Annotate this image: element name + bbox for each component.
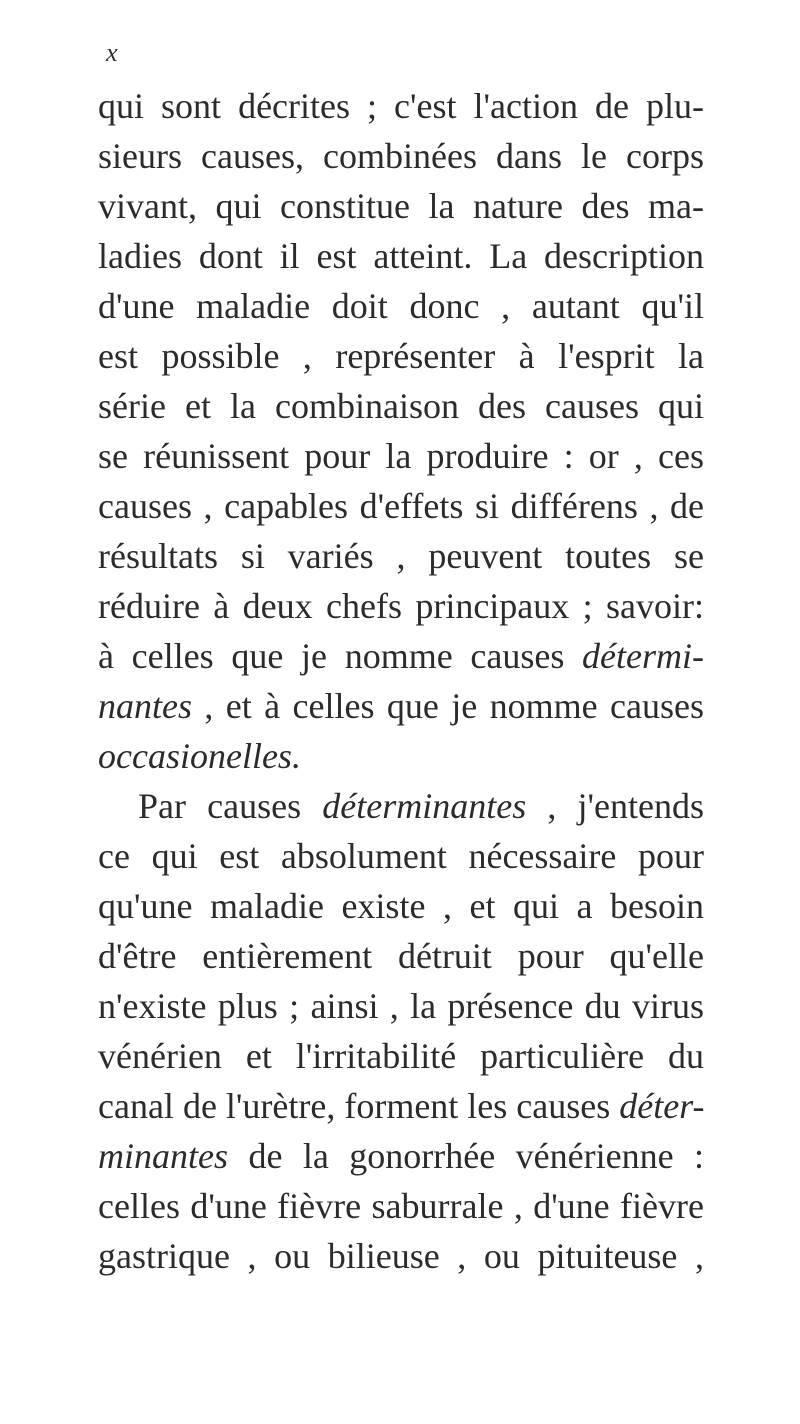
text-segment: qui sont décrites ; c'est l'action de plu-	[98, 86, 704, 126]
text-line	[98, 1081, 704, 1131]
text-line	[98, 1031, 704, 1081]
text-line	[98, 381, 704, 431]
text-line	[98, 631, 704, 681]
body-text	[98, 81, 704, 1281]
text-line	[98, 681, 704, 731]
text-line	[98, 231, 704, 281]
text-segment: n'existe plus ; ainsi , la présence du virus	[98, 986, 704, 1026]
text-line	[98, 931, 704, 981]
text-line	[98, 831, 704, 881]
text-segment: celles d'une fièvre saburrale , d'une fièvre	[98, 1186, 704, 1226]
text-line	[98, 181, 704, 231]
text-line	[98, 431, 704, 481]
text-segment: à celles que je nomme causes	[98, 636, 583, 676]
text-segment: ce qui est absolument nécessaire pour	[98, 836, 704, 876]
text-segment: de la gonorrhée vénérienne :	[228, 1136, 704, 1176]
text-segment: est possible , représenter à l'esprit la	[98, 336, 704, 376]
text-line	[98, 1181, 704, 1231]
italic-text-segment: détermi-	[582, 636, 704, 676]
text-line	[98, 531, 704, 581]
text-line	[98, 1231, 704, 1281]
signature-mark: x	[106, 38, 118, 67]
text-line	[98, 981, 704, 1031]
text-segment: vénérien et l'irritabilité particulière du	[98, 1036, 704, 1076]
text-segment: se réunissent pour la produire : or , ces	[98, 436, 704, 476]
italic-text-segment: minantes	[98, 1136, 228, 1176]
text-segment: sieurs causes, combinées dans le corps	[98, 136, 704, 176]
text-segment: Par causes	[138, 786, 323, 826]
italic-text-segment: nantes	[98, 686, 192, 726]
text-segment: , j'entends	[526, 786, 704, 826]
text-line	[98, 331, 704, 381]
text-segment: causes , capables d'effets si différens , de	[98, 486, 704, 526]
text-line	[98, 581, 704, 631]
text-segment: qu'une maladie existe , et qui a besoin	[98, 886, 704, 926]
text-line	[98, 781, 704, 831]
text-segment: d'une maladie doit donc , autant qu'il	[98, 286, 704, 326]
text-line	[98, 281, 704, 331]
text-line	[98, 1131, 704, 1181]
text-segment: ladies dont il est atteint. La description	[98, 236, 704, 276]
text-line	[98, 731, 704, 781]
text-segment: série et la combinaison des causes qui	[98, 386, 704, 426]
text-line	[98, 81, 704, 131]
text-segment: gastrique , ou bilieuse , ou pituiteuse ,	[98, 1236, 704, 1276]
text-segment: vivant, qui constitue la nature des ma-	[98, 186, 704, 226]
text-segment: d'être entièrement détruit pour qu'elle	[98, 936, 704, 976]
text-line	[98, 481, 704, 531]
italic-text-segment: déter-	[619, 1086, 705, 1126]
text-segment: réduire à deux chefs principaux ; savoir:	[98, 586, 704, 626]
text-segment: , et à celles que je nomme causes	[192, 686, 704, 726]
text-segment: résultats si variés , peuvent toutes se	[98, 536, 704, 576]
text-line	[98, 881, 704, 931]
italic-text-segment: occasionelles.	[98, 736, 301, 776]
italic-text-segment: déterminantes	[322, 786, 527, 826]
text-segment: canal de l'urètre, forment les causes	[98, 1086, 620, 1126]
text-line	[98, 131, 704, 181]
